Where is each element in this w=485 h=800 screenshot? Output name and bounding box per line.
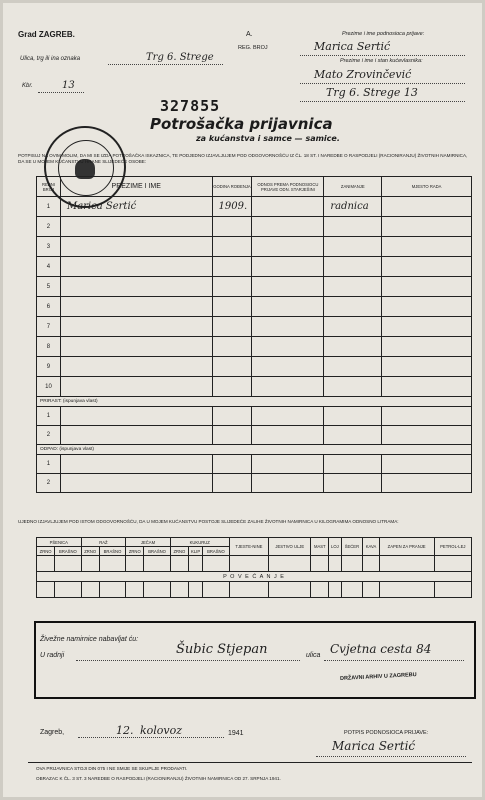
member-year-cell <box>212 337 252 357</box>
povecanje-label: P O V E Ć A N J E <box>37 572 472 582</box>
supplier-label: Živežne namirnice nabavljat ću: <box>40 636 139 643</box>
archive-stamp: DRŽAVNI ARHIV U ZAGREBU <box>339 671 417 683</box>
supply-group-header: JEČAM <box>126 538 171 547</box>
member-row <box>37 297 472 317</box>
supply-value-cell <box>329 582 341 598</box>
member-workplace-cell <box>382 377 472 397</box>
member-workplace-cell <box>382 277 472 297</box>
member-name-cell <box>60 297 212 317</box>
col-workplace: MJESTO RADA <box>382 177 472 197</box>
member-year-cell <box>212 317 252 337</box>
supply-subheader: ZRNO <box>81 547 99 556</box>
member-no-cell: 5 <box>37 277 61 297</box>
member-no-cell: 6 <box>37 297 61 317</box>
member-occupation-cell <box>324 317 382 337</box>
shop-street-label: ulica <box>306 652 321 659</box>
member-year-cell <box>212 217 252 237</box>
submitter-line <box>300 55 465 56</box>
member-name-cell: Marica Sertić <box>60 197 212 217</box>
form-letter: A. <box>246 31 253 38</box>
shop-value: Šubic Stjepan <box>176 642 268 657</box>
member-year-cell <box>212 377 252 397</box>
supply-value-cell <box>379 556 434 572</box>
member-occupation-cell <box>324 357 382 377</box>
member-year-cell <box>212 277 252 297</box>
prirast-label: PRIRAST: (ispunjava vlast) <box>37 397 472 407</box>
supply-value-cell <box>269 582 311 598</box>
supply-value-cell <box>363 556 379 572</box>
member-relation-cell <box>252 217 324 237</box>
shop-street-value: Cvjetna cesta 84 <box>330 642 432 656</box>
member-row <box>37 317 472 337</box>
member-name-cell <box>60 217 212 237</box>
supply-value-cell <box>37 582 55 598</box>
supply-value-cell <box>81 556 99 572</box>
member-row <box>37 197 472 217</box>
kbr-value: 13 <box>62 80 75 91</box>
supply-value-cell <box>99 556 125 572</box>
supply-item-header: KAVA <box>363 538 379 556</box>
member-row <box>37 277 472 297</box>
member-workplace-cell <box>382 217 472 237</box>
member-no-cell: 1 <box>37 197 61 217</box>
supply-value-cell <box>144 556 170 572</box>
member-name-cell <box>60 257 212 277</box>
member-workplace-cell <box>382 237 472 257</box>
supply-subheader: KLIP <box>188 547 202 556</box>
kbr-label: Kbr. <box>22 83 33 89</box>
member-occupation-cell <box>324 337 382 357</box>
supply-item-header: PETROL-LEJ <box>434 538 471 556</box>
shop-label: U radnji <box>40 652 65 659</box>
member-workplace-cell <box>382 197 472 217</box>
member-row <box>37 357 472 377</box>
member-year-cell <box>212 237 252 257</box>
footer-rule <box>28 762 472 763</box>
member-no-cell: 10 <box>37 377 61 397</box>
footer-note-reference: OBRAZAC K ČL. 3 ST. 3 NAREDBE O RASPODJELI (RACIONIRANJU) ŽIVOTNIH NAMIRNICA OD 27. SRPNJA 1941. <box>36 776 281 781</box>
supply-item-header: ŠEĆER <box>341 538 363 556</box>
member-no-cell: 2 <box>37 217 61 237</box>
supply-value-cell <box>37 556 55 572</box>
member-row <box>37 377 472 397</box>
owner-address: Trg 6. Strege 13 <box>326 86 418 99</box>
supply-value-cell <box>170 556 188 572</box>
member-row <box>37 237 472 257</box>
supply-value-cell <box>311 582 329 598</box>
supply-value-cell <box>269 556 311 572</box>
supply-value-cell <box>99 582 125 598</box>
form-subtitle: za kućanstva i samce — samice. <box>196 134 340 143</box>
supply-value-cell <box>363 582 379 598</box>
supply-item-header: LOJ <box>329 538 341 556</box>
supply-value-cell <box>311 556 329 572</box>
col-relation: ODNOS PREMA PODNOSIOCU PRIJAVE ODN. STARJEŠINI <box>252 177 324 197</box>
form-title: Potrošačka prijavnica <box>150 115 333 133</box>
supply-subheader: ZRNO <box>126 547 144 556</box>
supply-item-header: TJESTE-NINE <box>229 538 269 556</box>
member-relation-cell <box>252 277 324 297</box>
footer-year: 1941 <box>228 730 244 737</box>
member-no-cell: 3 <box>37 237 61 257</box>
member-relation-cell <box>252 317 324 337</box>
owner-line <box>300 83 465 84</box>
member-row <box>37 257 472 277</box>
members-table: REDNI BROJ PREZIME I IME GODINA ROĐENJA ODNOS PREMA PODNOSIOCU PRIJAVE ODN. STARJEŠINI ZANIMANJE MJESTO RADA 1 Marica Sertić 1909. radnica 2 3 4 5 6 7 8 9 10 PRIRAST: (ispunjava vlast) 1 2 ODPAD: (ispunjava vlast) 1 2 <box>36 176 472 493</box>
supply-value-cell <box>126 556 144 572</box>
supply-value-cell <box>341 582 363 598</box>
signature-value: Marica Sertić <box>332 739 416 753</box>
city-label: Grad ZAGREB. <box>18 30 75 39</box>
supply-value-cell <box>379 582 434 598</box>
member-workplace-cell <box>382 337 472 357</box>
supply-value-cell <box>55 556 81 572</box>
member-row <box>37 337 472 357</box>
member-workplace-cell <box>382 317 472 337</box>
col-no: REDNI BROJ <box>37 177 61 197</box>
supply-value-cell <box>434 582 471 598</box>
member-relation-cell <box>252 337 324 357</box>
member-relation-cell <box>252 237 324 257</box>
street-value: Trg 6. Strege <box>146 52 214 63</box>
member-name-cell <box>60 277 212 297</box>
member-occupation-cell <box>324 297 382 317</box>
col-occupation: ZANIMANJE <box>324 177 382 197</box>
supplies-table <box>36 537 472 598</box>
kbr-line <box>38 92 84 93</box>
member-no-cell: 7 <box>37 317 61 337</box>
member-occupation-cell <box>324 277 382 297</box>
supply-value-cell <box>170 582 188 598</box>
stamp-number: 327855 <box>160 97 221 115</box>
supply-item-header: JESTIVO ULJE <box>269 538 311 556</box>
odpad-label: ODPAD: (ispunjava vlast) <box>37 445 472 455</box>
col-name: PREZIME I IME <box>60 177 212 197</box>
member-row <box>37 217 472 237</box>
signature-line <box>316 756 466 757</box>
supply-value-cell <box>126 582 144 598</box>
supply-value-cell <box>229 556 269 572</box>
member-year-cell: 1909. <box>212 197 252 217</box>
member-name-cell <box>60 377 212 397</box>
member-year-cell <box>212 297 252 317</box>
supply-subheader: BRAŠNO <box>203 547 229 556</box>
owner-label: Prezime i ime i stan kućevlasnika: <box>340 58 423 64</box>
supply-value-cell <box>329 556 341 572</box>
member-name-cell <box>60 337 212 357</box>
member-relation-cell <box>252 357 324 377</box>
street-line <box>108 64 223 65</box>
member-workplace-cell <box>382 357 472 377</box>
member-no-cell: 8 <box>37 337 61 357</box>
member-name-cell <box>60 317 212 337</box>
member-workplace-cell <box>382 257 472 277</box>
submitter-value: Marica Sertić <box>314 40 391 53</box>
supply-group-header: RAŽ <box>81 538 126 547</box>
supply-subheader: BRAŠNO <box>144 547 170 556</box>
intro-declaration: POTPISUJ NA OVIM MOLIM, DA MI SE IZDA POTROŠAČKA ISKAZNICA, TE PODJEDNO IZJAVLJUJEM POD ODGOVORNOŠĆU IZ ČL. 18 ST. I NAREDBE O RASPODJELI (RACIONIRANJU) ŽIVOTNIH NAMIRNICA, DA SE U MOJEM KUĆANSTVU HRANE SLIJEDEĆE OSOBE: <box>18 153 468 164</box>
member-no-cell: 4 <box>37 257 61 277</box>
member-name-cell <box>60 357 212 377</box>
footer-month: kolovoz <box>140 724 183 737</box>
supply-value-cell <box>188 556 202 572</box>
reg-label: REG. BROJ <box>238 45 268 51</box>
supply-item-header: MAST <box>311 538 329 556</box>
member-occupation-cell <box>324 377 382 397</box>
member-relation-cell <box>252 297 324 317</box>
signature-label: POTPIS PODNOSIOCA PRIJAVE: <box>344 730 429 736</box>
footer-place: Zagreb, <box>40 729 65 736</box>
supply-subheader: ZRNO <box>37 547 55 556</box>
owner-value: Mato Zrovinčević <box>314 68 412 81</box>
supply-value-cell <box>144 582 170 598</box>
member-relation-cell <box>252 197 324 217</box>
supply-value-cell <box>434 556 471 572</box>
supply-value-cell <box>203 556 229 572</box>
submitter-label: Prezime i ime podnosioca prijave: <box>342 31 425 37</box>
owner-address-line <box>300 101 465 102</box>
supply-value-cell <box>188 582 202 598</box>
street-label: Ulica, trg ili ina oznaka <box>20 56 81 62</box>
member-year-cell <box>212 357 252 377</box>
supply-subheader: ZRNO <box>170 547 188 556</box>
supply-value-cell <box>55 582 81 598</box>
member-year-cell <box>212 257 252 277</box>
supply-value-cell <box>229 582 269 598</box>
member-workplace-cell <box>382 297 472 317</box>
col-year: GODINA ROĐENJA <box>212 177 252 197</box>
date-line <box>78 737 224 738</box>
member-name-cell <box>60 237 212 257</box>
shop-street-line <box>324 660 464 661</box>
supply-value-cell <box>341 556 363 572</box>
footer-note-price: OVA PRIJAVNICA STOJI DIN 075 I NE SMIJE SE SKUPLJE PRODAVATI. <box>36 766 188 771</box>
member-occupation-cell <box>324 237 382 257</box>
member-no-cell: 9 <box>37 357 61 377</box>
supply-group-header: KUKURUZ <box>170 538 229 547</box>
footer-day: 12. <box>116 724 134 737</box>
member-occupation-cell: radnica <box>324 197 382 217</box>
member-relation-cell <box>252 257 324 277</box>
members-header-row <box>37 177 472 197</box>
member-relation-cell <box>252 377 324 397</box>
supply-group-header: PŠENICA <box>37 538 82 547</box>
member-occupation-cell <box>324 217 382 237</box>
supply-item-header: ZAPEN ZA PRANJE <box>379 538 434 556</box>
supply-subheader: BRAŠNO <box>55 547 81 556</box>
member-occupation-cell <box>324 257 382 277</box>
shop-line <box>76 660 300 661</box>
supply-value-cell <box>203 582 229 598</box>
supplies-declaration: UJEDNO IZJAVLJUJEM POD ISTOM ODGOVORNOŠĆU, DA U MOJEM KUĆANSTVU POSTOJE SLIJEDEĆE ZALIHE ŽIVOTNIH NAMIRNICA U KILOGRAMIMA ODNOSNO LITRAMA: <box>18 519 399 524</box>
supply-subheader: BRAŠNO <box>99 547 125 556</box>
supply-value-cell <box>81 582 99 598</box>
